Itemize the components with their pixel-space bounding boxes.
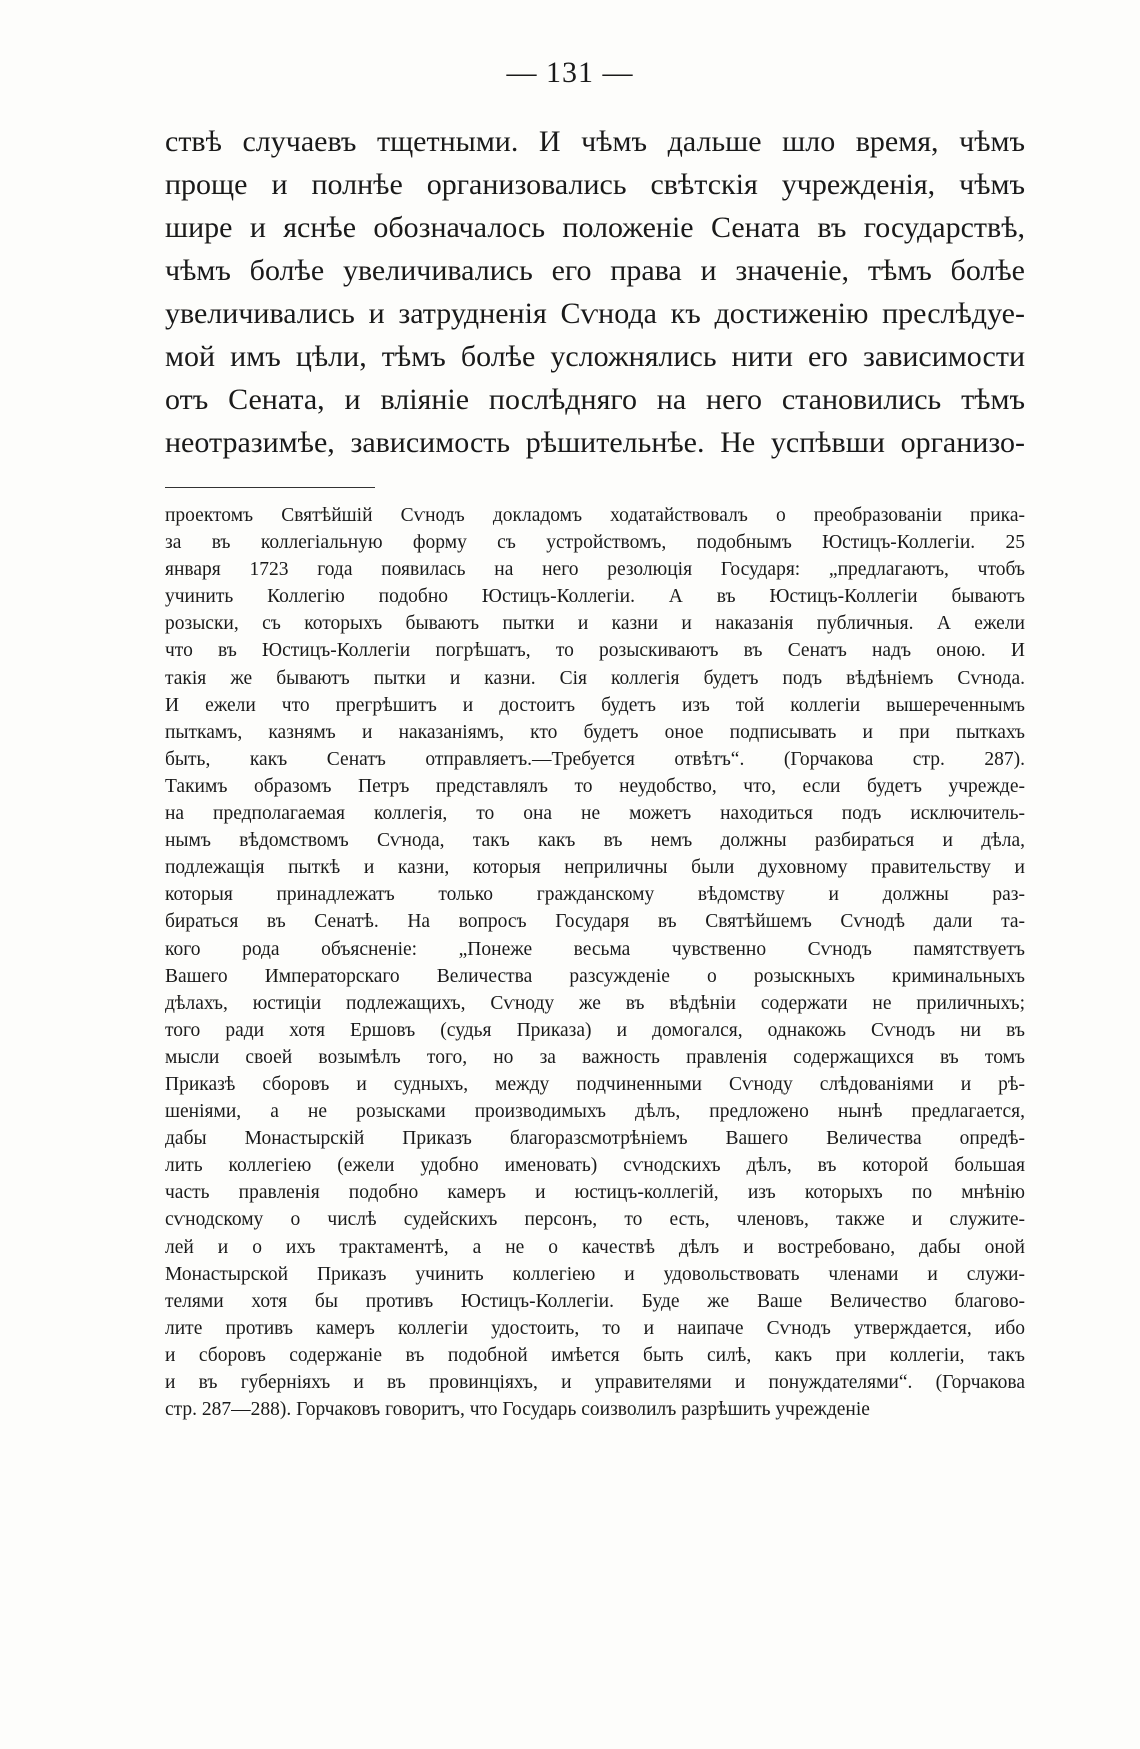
footnote-line: стр. 287—288). Горчаковъ говоритъ, что Государь соизволилъ разрѣшить учрежденіе — [165, 1399, 870, 1421]
main-text-line: шире и яснѣе обозначалось положеніе Сената въ государствѣ, — [165, 211, 1025, 244]
footnote-line: учинить Коллегію подобно Юстицъ-Коллегіи. А въ Юстицъ-Коллегіи бываютъ — [165, 586, 1025, 608]
footnote-line: лите противъ камеръ коллегіи удостоить, то и наипаче Сѵнодъ утверждается, ибо — [165, 1317, 1025, 1339]
footnote-line: быть, какъ Сенатъ отправляетъ.—Требуется отвѣтъ“. (Горчакова стр. 287). — [165, 748, 1025, 770]
main-text-line: чѣмъ болѣе увеличивались его права и значеніе, тѣмъ болѣе — [165, 254, 1025, 287]
footnote-line: телями хотя бы противъ Юстицъ-Коллегіи. Буде же Ваше Величество благово- — [165, 1290, 1025, 1312]
footnote-line: бираться въ Сенатѣ. На вопросъ Государя въ Святѣйшемъ Сѵнодѣ дали та- — [165, 911, 1025, 933]
footnote-line: на предполагаемая коллегія, то она не можетъ находиться подъ исключитель- — [165, 803, 1025, 825]
footnote-line: Такимъ образомъ Петръ представлялъ то неудобство, что, если будетъ учрежде- — [165, 775, 1025, 797]
footnote-line: кого рода объясненіе: „Понеже весьма чувственно Сѵнодъ памятствуетъ — [165, 938, 1025, 960]
footnote-line: января 1723 года появилась на него резолюція Государя: „предлагаютъ, чтобъ — [165, 559, 1025, 581]
footnote-line: сѵнодскому о числѣ судейскихъ персонъ, то есть, членовъ, также и служите- — [165, 1209, 1025, 1231]
footnote-line: которыя принадлежатъ только гражданскому вѣдомству и должны раз- — [165, 884, 1025, 906]
footnote-line: за въ коллегіальную форму съ устройствомъ, подобнымъ Юстицъ-Коллегіи. 25 — [165, 532, 1025, 554]
main-text-line: неотразимѣе, зависимость рѣшительнѣе. Не успѣвши организо- — [165, 426, 1025, 459]
main-text-line: проще и полнѣе организовались свѣтскія учрежденія, чѣмъ — [165, 168, 1025, 201]
footnote-line: лей и о ихъ трактаментѣ, а не о качествѣ дѣлъ и востребовано, дабы оной — [165, 1236, 1025, 1258]
footnote-line: мысли своей возымѣлъ того, но за важность правленія содержащихся въ томъ — [165, 1046, 1025, 1068]
footnote-line: подлежащія пыткѣ и казни, которыя неприличны были духовному правительству и — [165, 857, 1025, 879]
footnote-line: дѣлахъ, юстиціи подлежащихъ, Сѵноду же въ вѣдѣніи содержати не приличныхъ; — [165, 992, 1025, 1014]
footnote-line: того ради хотя Ершовъ (судья Приказа) и домогался, однакожь Сѵнодъ ни въ — [165, 1019, 1025, 1041]
main-text-line: увеличивались и затрудненія Сѵнода къ достиженію преслѣдуе- — [165, 297, 1025, 330]
footnote-divider — [165, 487, 375, 488]
main-text-line: ствѣ случаевъ тщетными. И чѣмъ дальше шло время, чѣмъ — [165, 125, 1025, 158]
footnote-line: пыткамъ, казнямъ и наказаніямъ, кто будетъ оное подписывать и при пыткахъ — [165, 721, 1025, 743]
footnote-line: часть правленія подобно камеръ и юстицъ-коллегій, изъ которыхъ по мнѣнію — [165, 1182, 1025, 1204]
main-text-line: отъ Сената, и вліяніе послѣдняго на него становились тѣмъ — [165, 383, 1025, 416]
footnote-line: Приказѣ сборовъ и судныхъ, между подчиненными Сѵноду слѣдованіями и рѣ- — [165, 1073, 1025, 1095]
footnote-line: шеніями, а не розысками производимыхъ дѣлъ, предложено нынѣ предлагается, — [165, 1101, 1025, 1123]
footnote-line: И ежели что прегрѣшитъ и достоитъ будетъ изъ той коллегіи вышереченнымъ — [165, 694, 1025, 716]
footnote-line: проектомъ Святѣйшій Сѵнодъ докладомъ ходатайствовалъ о преобразованіи прика- — [165, 505, 1025, 526]
footnote-line: лить коллегіею (ежели удобно именовать) сѵнодскихъ дѣлъ, въ которой большая — [165, 1155, 1025, 1177]
footnote-line: Монастырской Приказъ учинить коллегіею и удовольствовать членами и служи- — [165, 1263, 1025, 1285]
footnote-line: дабы Монастырскій Приказъ благоразсмотрѣніемъ Вашего Величества опредѣ- — [165, 1128, 1025, 1150]
main-text-line: мой имъ цѣли, тѣмъ болѣе усложнялись нити его зависимости — [165, 340, 1025, 373]
footnote-line: розыски, съ которыхъ бываютъ пытки и казни и наказанія публичныя. А ежели — [165, 613, 1025, 635]
footnote-line: нымъ вѣдомствомъ Сѵнода, такъ какъ въ немъ должны разбираться и дѣла, — [165, 830, 1025, 852]
footnote-line: и въ губерніяхъ и въ провинціяхъ, и управителями и понуждателями“. (Горчакова — [165, 1372, 1025, 1393]
footnote-line: такія же бываютъ пытки и казни. Сія коллегія будетъ подъ вѣдѣніемъ Сѵнода. — [165, 667, 1025, 689]
page-number: — 131 — — [506, 56, 634, 89]
footnote-line: Вашего Императорскаго Величества разсужденіе о розыскныхъ криминальныхъ — [165, 965, 1025, 987]
footnote — [165, 502, 1025, 1423]
main-text — [165, 120, 1025, 464]
footnote-line: и сборовъ содержаніе въ подобной имѣется быть силѣ, какъ при коллегіи, такъ — [165, 1344, 1025, 1366]
footnote-line: что въ Юстицъ-Коллегіи погрѣшатъ, то розыскиваютъ въ Сенатъ надъ оною. И — [165, 640, 1025, 662]
